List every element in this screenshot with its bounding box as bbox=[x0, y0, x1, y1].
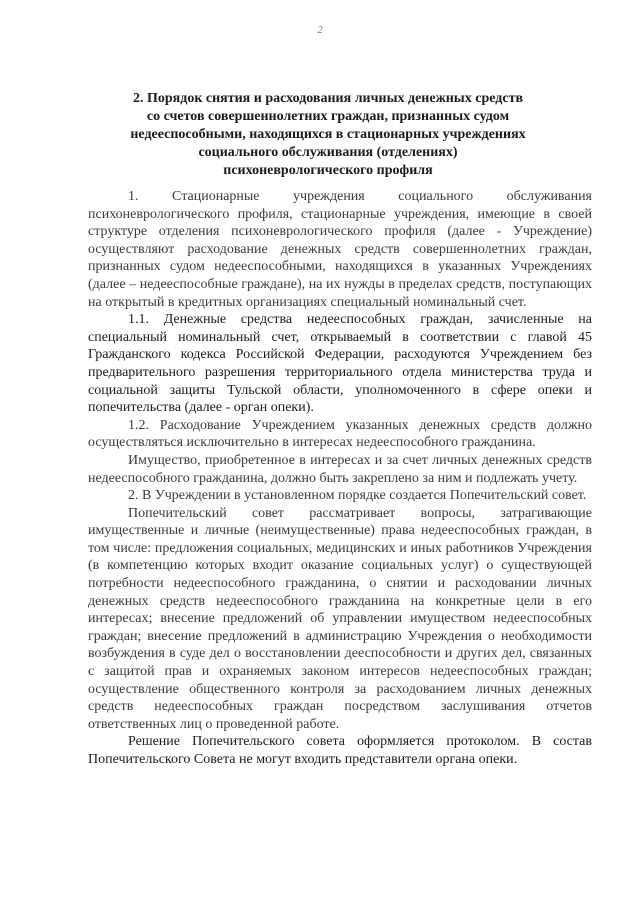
paragraph-1-2: 1.2. Расходование Учреждением указанных денежных средств должно осуществляться исключительно в интересах недееспособного гражданина. bbox=[88, 417, 592, 451]
paragraph-2: 2. В Учреждении в установленном порядке создается Попечительский совет. bbox=[128, 488, 587, 504]
paragraph-council-decision: Решение Попечительского совета оформляется протоколом. В состав Попечительского Совета не могут входить представители органа опеки. bbox=[88, 734, 592, 767]
section-heading-line: психоневрологического профиля bbox=[223, 163, 433, 178]
section-heading-line: со счетов совершеннолетних граждан, признанных судом bbox=[146, 109, 510, 124]
paragraph-council-scope: Попечительский совет рассматривает вопросы, затрагивающие имущественные и личные (неимущественные) права недееспособных граждан, в том числе: предложения социальных, медицинских и иных работников Учреждения (в компетенцию которых входит оказание социальных услуг) о существующей потребности недееспособного гражданина, о снятии и расходовании личных денежных средств недееспособного гражданина на конкретные цели в его интересах; внесение предложений об управлении имуществом недееспособных граждан; внесение предложений в администрацию Учреждения о необходимости возбуждения в суде дел о восстановлении дееспособности и других дел, связанных с защитой прав и охраняемых законом интересов недееспособных граждан; осуществление общественного контроля за расходованием личных денежных средств недееспособных граждан посредством заслушивания отчетов ответственных лиц о проведенной работе. bbox=[88, 505, 592, 732]
section-heading-line: социального обслуживания (отделениях) bbox=[198, 145, 458, 160]
section-heading-line: недееспособными, находящихся в стационарных учреждениях bbox=[130, 127, 526, 142]
section-heading-line: 2. Порядок снятия и расходования личных денежных средств bbox=[132, 91, 524, 106]
page-number: 2 bbox=[317, 24, 323, 36]
paragraph-property: Имущество, приобретенное в интересах и за счет личных денежных средств недееспособного гражданина, должно быть закреплено за ним и подлежать учету. bbox=[88, 452, 592, 486]
paragraph-1: 1. Стационарные учреждения социального обслуживания психоневрологического профиля, стационарные учреждения, имеющие в своей структуре отделения психоневрологического профиля (далее - Учреждение) осуществляют расходование денежных средств совершеннолетних граждан, признанных судом недееспособными, находящихся в указанных Учреждениях (далее – недееспособные граждане), на их нужды в пределах средств, поступающих на открытый в кредитных организациях специальный номинальный счет. bbox=[88, 189, 592, 310]
section-heading bbox=[108, 90, 548, 180]
paragraph-1-1: 1.1. Денежные средства недееспособных граждан, зачисленные на специальный номинальный счет, открываемый в соответствии с главой 45 Гражданского кодекса Российской Федерации, расходуются Учреждением без предварительного разрешения территориального отдела министерства труда и социальной защиты Тульской области, уполномоченного в сфере опеки и попечительства (далее - орган опеки). bbox=[88, 312, 592, 416]
document-body bbox=[88, 188, 592, 769]
